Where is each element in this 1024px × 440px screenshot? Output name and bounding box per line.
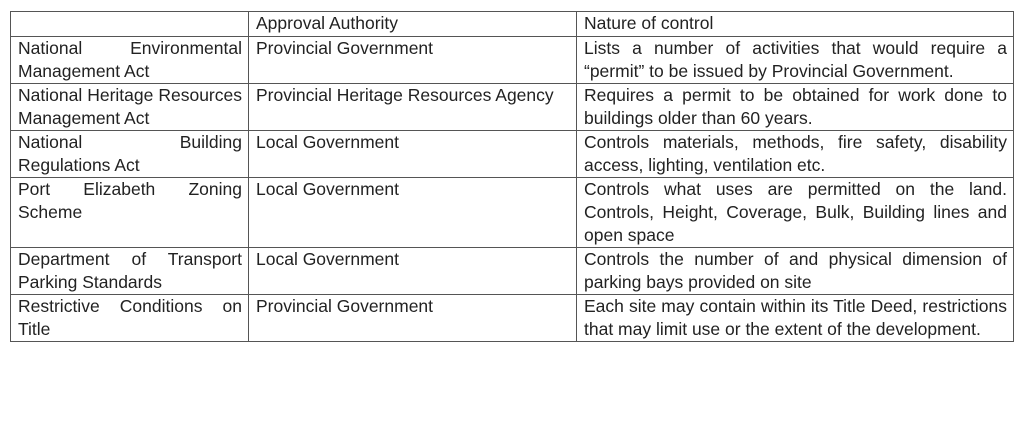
authority-cell: Local Government (249, 131, 577, 178)
authority-cell: Local Government (249, 248, 577, 295)
header-cell-approval-authority: Approval Authority (249, 12, 577, 37)
legislation-cell: National Environmental Management Act (11, 37, 249, 84)
legislation-cell: Department of Transport Parking Standards (11, 248, 249, 295)
table-row (11, 37, 1014, 84)
authority-cell: Local Government (249, 178, 577, 248)
control-cell: Requires a permit to be obtained for work done to buildings older than 60 years. (577, 84, 1014, 131)
approval-controls-table (10, 11, 1014, 342)
table-row (11, 295, 1014, 342)
control-cell: Controls what uses are permitted on the land. Controls, Height, Coverage, Bulk, Building lines and open space (577, 178, 1014, 248)
control-cell: Lists a number of activities that would require a “permit” to be issued by Provincial Government. (577, 37, 1014, 84)
table-row (11, 248, 1014, 295)
header-cell-legislation (11, 12, 249, 37)
table-row (11, 84, 1014, 131)
legislation-cell: Restrictive Conditions on Title (11, 295, 249, 342)
authority-cell: Provincial Government (249, 295, 577, 342)
authority-cell: Provincial Government (249, 37, 577, 84)
table-header-row (11, 12, 1014, 37)
legislation-cell: Port Elizabeth Zoning Scheme (11, 178, 249, 248)
control-cell: Controls materials, methods, fire safety, disability access, lighting, ventilation etc. (577, 131, 1014, 178)
legislation-cell: National Heritage Resources Management Act (11, 84, 249, 131)
table-row (11, 178, 1014, 248)
header-cell-nature-of-control: Nature of control (577, 12, 1014, 37)
table-row (11, 131, 1014, 178)
authority-cell: Provincial Heritage Resources Agency (249, 84, 577, 131)
legislation-cell: National Building Regulations Act (11, 131, 249, 178)
control-cell: Controls the number of and physical dimension of parking bays provided on site (577, 248, 1014, 295)
control-cell: Each site may contain within its Title Deed, restrictions that may limit use or the extent of the development. (577, 295, 1014, 342)
